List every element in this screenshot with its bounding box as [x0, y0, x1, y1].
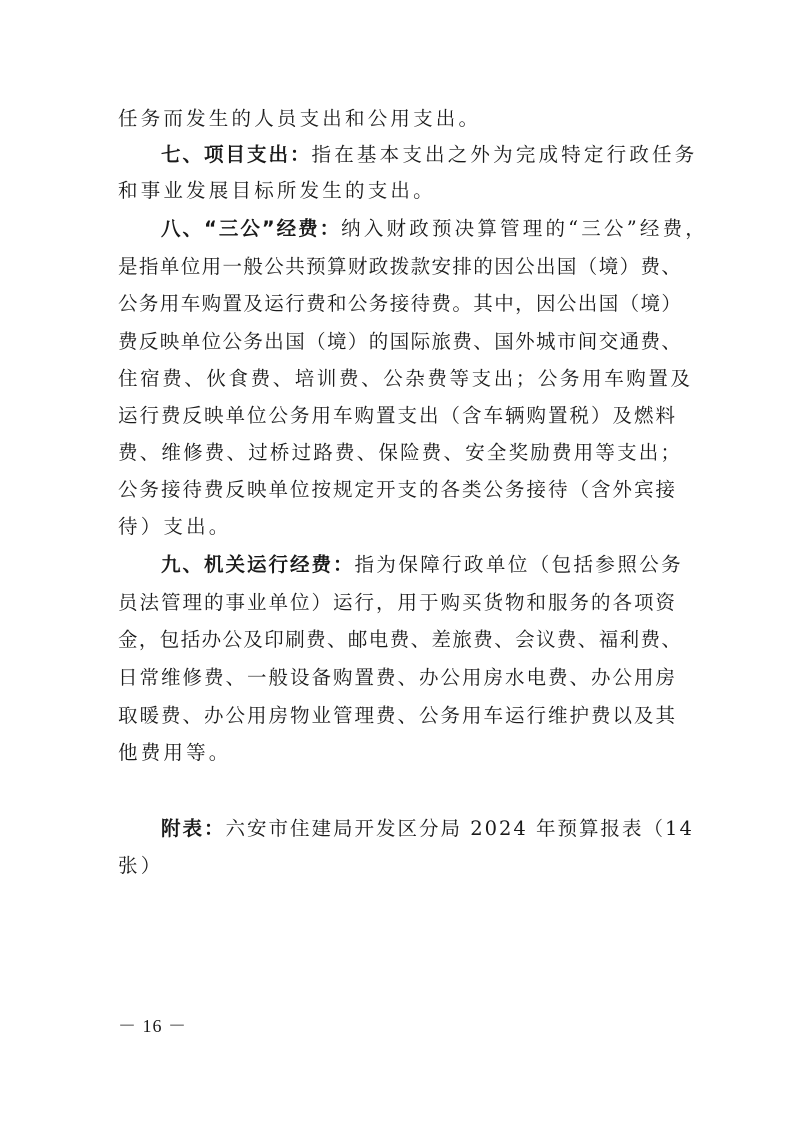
page-number: － 16 － [118, 1016, 187, 1036]
paragraph-text: 指在基本支出之外为完成特定行政任务 [311, 143, 698, 166]
paragraph-line: 员法管理的事业单位）运行，用于购买货物和服务的各项资 [118, 591, 678, 614]
paragraph-line: 金，包括办公及印刷费、邮电费、差旅费、会议费、福利费、 [118, 628, 683, 651]
section-heading: 八、“三公”经费： [161, 217, 342, 240]
section-heading: 七、项目支出： [161, 143, 312, 166]
paragraph-line: 是指单位用一般公共预算财政拨款安排的因公出国（境）费、 [118, 255, 683, 278]
paragraph-line: 和事业发展目标所发生的支出。 [118, 179, 436, 202]
paragraph-line: 住宿费、伙食费、培训费、公杂费等支出；公务用车购置及 [118, 367, 693, 390]
paragraph-line: 费反映单位公务出国（境）的国际旅费、国外城市间交通费、 [118, 330, 683, 353]
paragraph-line: 费、维修费、过桥过路费、保险费、安全奖励费用等支出； [118, 441, 683, 464]
paragraph-line: 日常维修费、一般设备购置费、办公用房水电费、办公用房 [118, 666, 678, 689]
paragraph-line [161, 211, 708, 247]
attachment-line: 张） [118, 854, 164, 877]
paragraph-line: 取暖费、办公用房物业管理费、公务用车运行维护费以及其 [118, 704, 678, 727]
paragraph-line: 公务接待费反映单位按规定开支的各类公务接待（含外宾接 [118, 478, 678, 501]
paragraph-line [161, 137, 698, 173]
attachment-heading: 附表： [161, 817, 226, 840]
paragraph-line: 任务而发生的人员支出和公用支出。 [118, 107, 482, 130]
section-heading: 九、机关运行经费： [161, 553, 355, 576]
paragraph-line: 待）支出。 [118, 515, 232, 538]
paragraph-line [161, 547, 684, 583]
paragraph-line: 他费用等。 [118, 741, 232, 764]
attachment-text: 六安市住建局开发区分局 2024 年预算报表（14 [225, 817, 694, 840]
paragraph-text: 纳入财政预决算管理的“三公”经费， [341, 217, 708, 240]
attachment-line [161, 811, 694, 847]
paragraph-line: 运行费反映单位公务用车购置支出（含车辆购置税）及燃料 [118, 404, 678, 427]
paragraph-line: 公务用车购置及运行费和公务接待费。其中，因公出国（境） [118, 292, 683, 315]
paragraph-text: 指为保障行政单位（包括参照公务 [354, 553, 684, 576]
